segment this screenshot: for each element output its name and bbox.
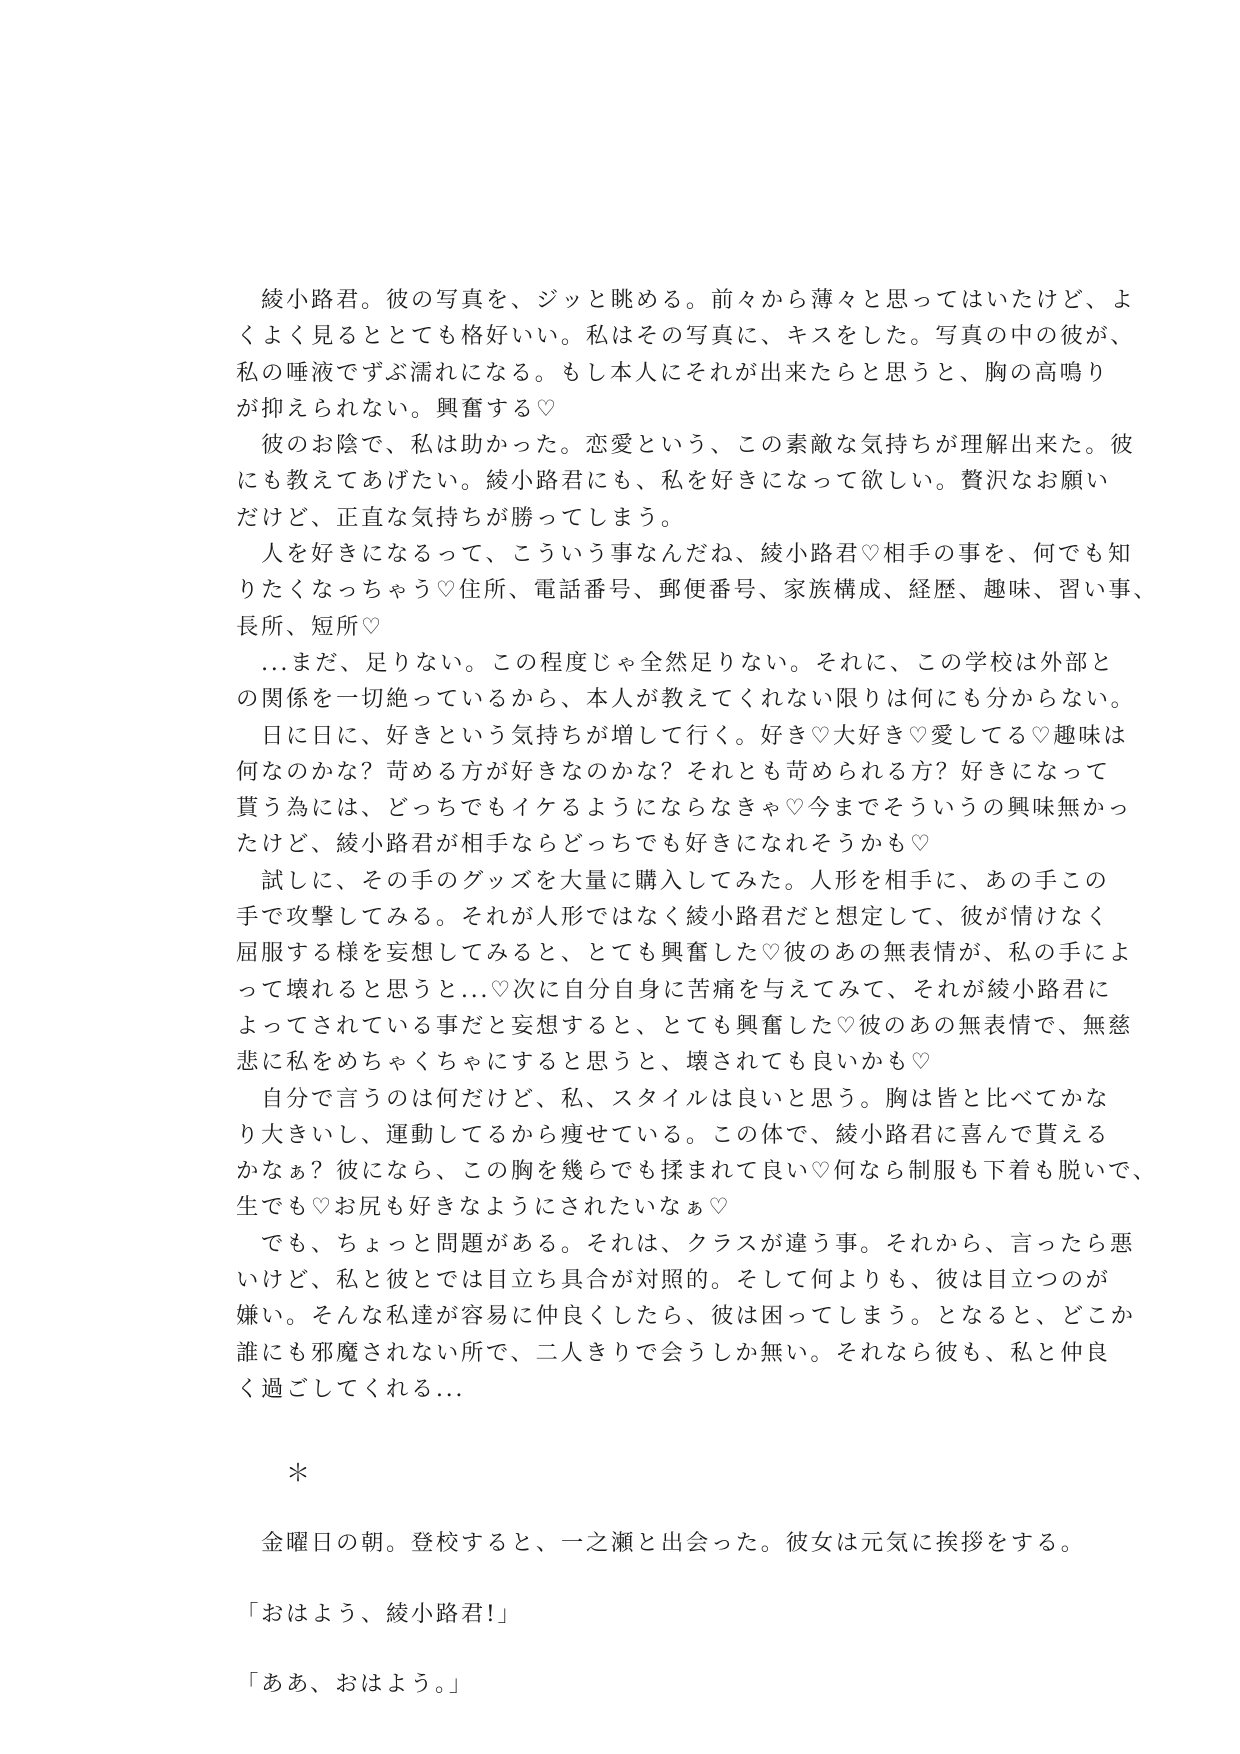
monologue-section [236, 282, 1159, 1407]
text-line: の関係を一切絶っているから、本人が教えてくれない限りは何にも分からない。 [236, 686, 1136, 713]
text-line: でも、ちょっと問題がある。それは、クラスが違う事。それから、言ったら悪 [236, 1230, 1135, 1257]
spacer [236, 1491, 1016, 1525]
text-line: く過ごしてくれる... [236, 1375, 466, 1402]
text-line: 彼のお陰で、私は助かった。恋愛という、この素敵な気持ちが理解出来た。彼 [236, 432, 1136, 459]
text-line: 屈服する様を妄想してみると、とても興奮した♡彼のあの無表情が、私の手によ [236, 940, 1134, 967]
spacer [236, 1562, 1016, 1596]
text-line: たけど、綾小路君が相手ならどっちでも好きになれそうかも♡ [236, 831, 933, 858]
text-line: 人を好きになるって、こういう事なんだね、綾小路君♡相手の事を、何でも知 [236, 541, 1133, 568]
text-line: ...まだ、足りない。この程度じゃ全然足りない。それに、この学校は外部と [236, 649, 1115, 676]
text-line: りたくなっちゃう♡住所、電話番号、郵便番号、家族構成、経歴、趣味、習い事、 [236, 577, 1159, 604]
text-line: 嫌い。そんな私達が容易に仲良くしたら、彼は困ってしまう。となると、どこか [236, 1303, 1136, 1330]
text-line: にも教えてあげたい。綾小路君にも、私を好きになって欲しい。贅沢なお願い [236, 468, 1111, 495]
text-line: 長所、短所♡ [236, 613, 384, 640]
text-line: 誰にも邪魔されない所で、二人きりで会うしか無い。それなら彼も、私と仲良 [236, 1339, 1111, 1366]
text-line: いけど、私と彼とでは目立ち具合が対照的。そして何よりも、彼は目立つのが [236, 1267, 1111, 1294]
text-line: 手で攻撃してみる。それが人形ではなく綾小路君だと想定して、彼が情けなく [236, 904, 1111, 931]
text-line: くよく見るととても格好いい。私はその写真に、キスをした。写真の中の彼が、 [236, 323, 1136, 350]
text-line: 綾小路君。彼の写真を、ジッと眺める。前々から薄々と思ってはいたけど、よ [236, 287, 1136, 313]
dialogue-line: 「おはよう、綾小路君!」 [236, 1600, 523, 1627]
text-line: って壊れると思うと...♡次に自分自身に苦痛を与えてみて、それが綾小路君に [236, 976, 1113, 1003]
text-line: 生でも♡お尻も好きなようにされたいなぁ♡ [236, 1194, 732, 1221]
dialogue-line: 「ああ、おはよう。」 [236, 1670, 474, 1697]
spacer [236, 1632, 1016, 1666]
scene-separator: ＊ [286, 1459, 310, 1488]
text-line: だけど、正直な気持ちが勝ってしまう。 [236, 504, 686, 531]
narration-line: 金曜日の朝。登校すると、一之瀬と出会った。彼女は元気に挨拶をする。 [236, 1530, 1086, 1557]
text-line: り大きいし、運動してるから痩せている。この体で、綾小路君に喜んで貰える [236, 1121, 1111, 1148]
spacer [236, 1407, 1016, 1455]
text-line: 貰う為には、どっちでもイケるようにならなきゃ♡今までそういうの興味無かっ [236, 795, 1133, 822]
text-line: 何なのかな？苛める方が好きなのかな？それとも苛められる方？好きになって [236, 758, 1111, 785]
text-line: かなぁ？彼になら、この胸を幾らでも揉まれて良い♡何なら制服も下着も脱いで、 [236, 1158, 1158, 1185]
text-line: よってされている事だと妄想すると、とても興奮した♡彼のあの無表情で、無慈 [236, 1012, 1133, 1039]
text-line: 試しに、その手のグッズを大量に購入してみた。人形を相手に、あの手この [236, 867, 1110, 894]
text-line: が抑えられない。興奮する♡ [236, 395, 559, 422]
text-line: 悲に私をめちゃくちゃにすると思うと、壊されても良いかも♡ [236, 1049, 934, 1076]
text-line: 私の唾液でずぶ濡れになる。もし本人にそれが出来たらと思うと、胸の高鳴り [236, 359, 1110, 386]
text-line: 自分で言うのは何だけど、私、スタイルは良いと思う。胸は皆と比べてかな [236, 1085, 1111, 1112]
story-text [236, 282, 1159, 1702]
text-line: 日に日に、好きという気持ちが増して行く。好き♡大好き♡愛してる♡趣味は [236, 722, 1129, 749]
